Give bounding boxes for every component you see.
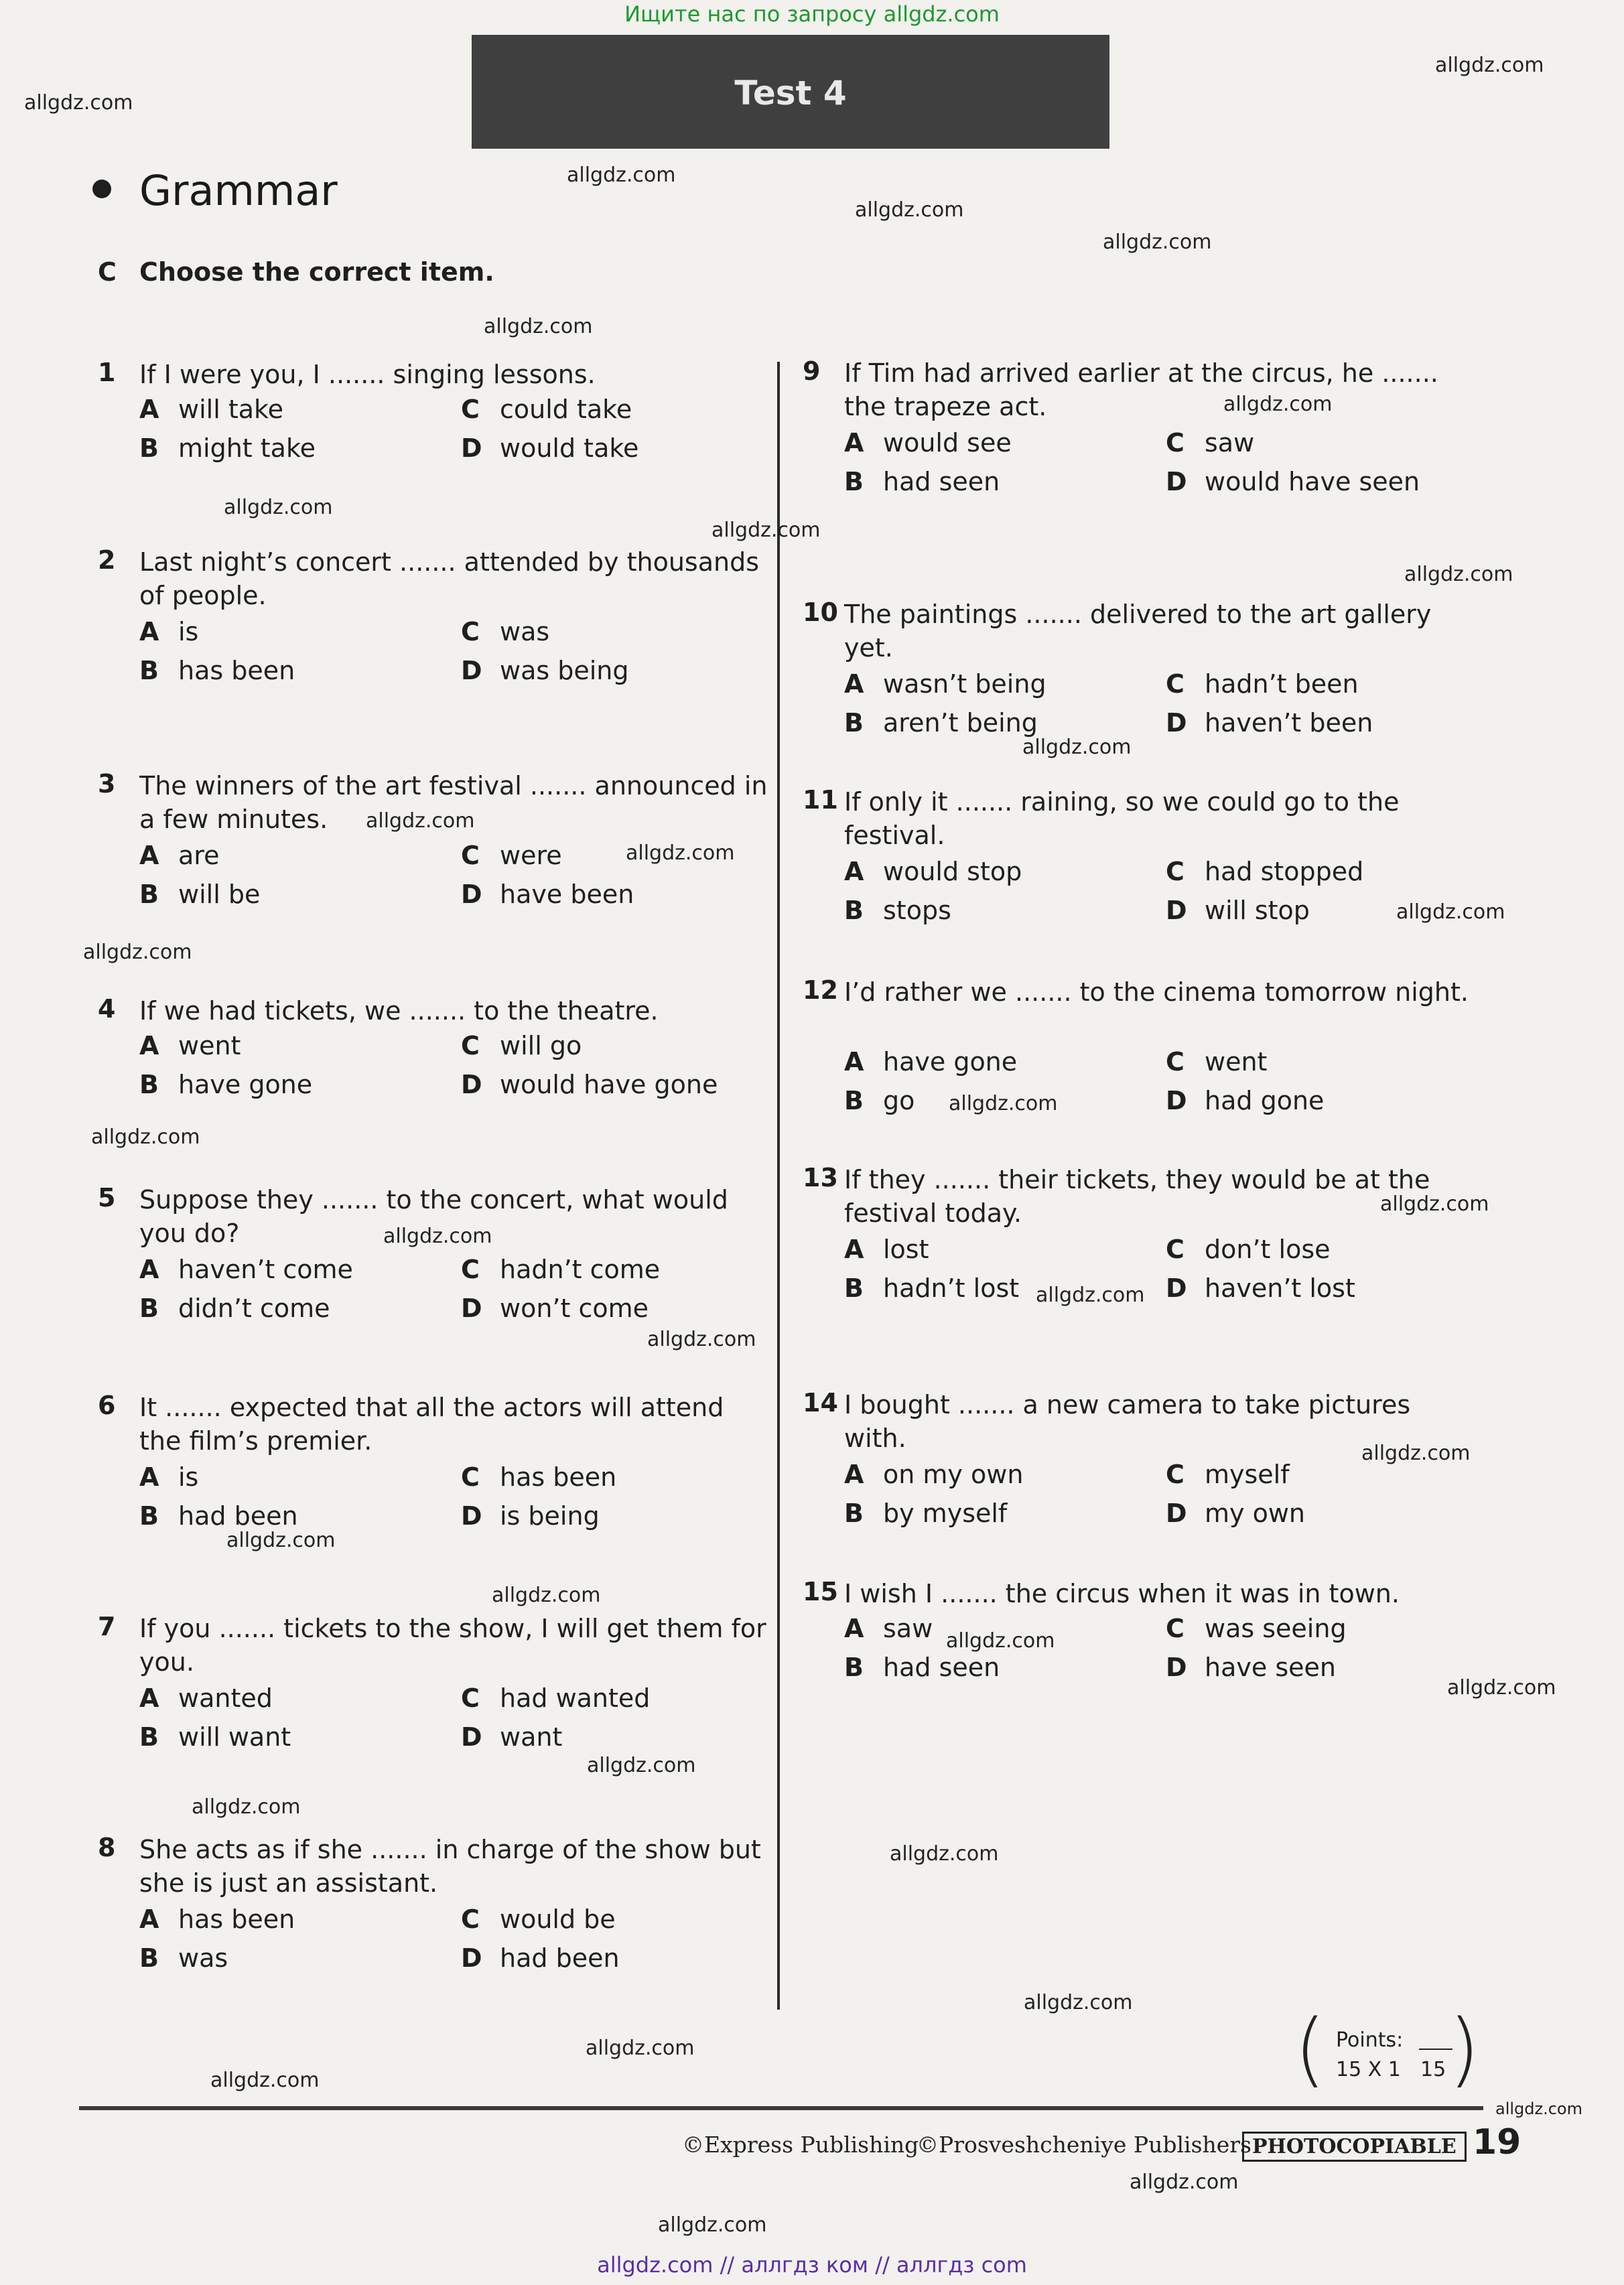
option-letter: C bbox=[1166, 669, 1185, 699]
option-text: wanted bbox=[178, 1683, 273, 1713]
question-number: 5 bbox=[98, 1183, 116, 1213]
option-letter: D bbox=[461, 1722, 482, 1752]
watermark-text: allgdz.com bbox=[712, 518, 821, 542]
watermark-text: allgdz.com bbox=[647, 1328, 756, 1351]
watermark-text: allgdz.com bbox=[1380, 1192, 1489, 1216]
watermark-text: allgdz.com bbox=[224, 496, 333, 519]
option-text: aren’t being bbox=[883, 708, 1038, 738]
option-text: could take bbox=[500, 395, 632, 424]
option-text: had wanted bbox=[500, 1683, 651, 1713]
option-letter: A bbox=[844, 1460, 864, 1489]
option-b[interactable] bbox=[139, 875, 454, 914]
option-b[interactable] bbox=[844, 891, 1159, 930]
option-text: would be bbox=[500, 1905, 616, 1934]
question-number: 7 bbox=[98, 1612, 116, 1641]
option-d[interactable] bbox=[461, 875, 776, 914]
section-title: Grammar bbox=[139, 166, 338, 215]
footer-rule bbox=[79, 2106, 1483, 2110]
watermark-text: allgdz.com bbox=[192, 1795, 301, 1819]
question-text: The paintings ....... delivered to the art gallery yet. bbox=[844, 600, 1432, 663]
points-formula: 15 X 1 bbox=[1336, 2058, 1401, 2081]
option-letter: B bbox=[844, 708, 864, 738]
option-letter: C bbox=[461, 1255, 480, 1284]
points-label: Points: bbox=[1336, 2028, 1404, 2052]
question-text: I bought ....... a new camera to take pictures with. bbox=[844, 1390, 1411, 1453]
option-text: don’t lose bbox=[1205, 1235, 1331, 1264]
option-a[interactable] bbox=[139, 1250, 454, 1289]
watermark-text: allgdz.com bbox=[1223, 393, 1333, 416]
watermark-text: allgdz.com bbox=[567, 163, 676, 187]
watermark-text: allgdz.com bbox=[1495, 2099, 1582, 2118]
watermark-text: allgdz.com bbox=[83, 941, 192, 964]
option-text: is bbox=[178, 617, 199, 646]
option-letter: C bbox=[461, 617, 480, 646]
option-text: would take bbox=[500, 433, 639, 463]
option-d[interactable] bbox=[1166, 1494, 1481, 1533]
question-text: If they ....... their tickets, they would be at the festival today. bbox=[844, 1165, 1430, 1228]
option-c[interactable] bbox=[461, 612, 776, 651]
option-letter: D bbox=[1166, 1273, 1187, 1303]
option-b[interactable] bbox=[139, 429, 454, 468]
question-number: 3 bbox=[98, 769, 116, 799]
watermark-text: allgdz.com bbox=[949, 1092, 1058, 1115]
option-letter: A bbox=[139, 841, 159, 870]
publisher-prosveshcheniye: ©Prosveshcheniye Publishers bbox=[917, 2132, 1251, 2158]
option-text: were bbox=[500, 841, 562, 870]
option-text: will be bbox=[178, 880, 261, 909]
option-letter: C bbox=[1166, 1460, 1185, 1489]
option-text: would have seen bbox=[1205, 467, 1420, 496]
option-letter: C bbox=[1166, 428, 1185, 458]
watermark-text: allgdz.com bbox=[890, 1842, 999, 1866]
watermark-text: allgdz.com bbox=[658, 2213, 767, 2237]
watermark-text: allgdz.com bbox=[1435, 54, 1544, 77]
option-c[interactable] bbox=[461, 390, 776, 429]
option-text: would see bbox=[883, 428, 1012, 458]
option-letter: B bbox=[844, 1273, 864, 1303]
option-d[interactable] bbox=[1166, 703, 1481, 742]
option-text: was bbox=[178, 1943, 228, 1973]
option-text: haven’t been bbox=[1205, 708, 1373, 738]
option-text: had gone bbox=[1205, 1086, 1325, 1115]
watermark-text: allgdz.com bbox=[1036, 1284, 1145, 1307]
watermark-text: allgdz.com bbox=[492, 1584, 601, 1607]
watermark-text: allgdz.com bbox=[366, 809, 475, 833]
option-text: had seen bbox=[883, 1653, 1000, 1682]
question-text: If we had tickets, we ....... to the theatre. bbox=[139, 996, 659, 1026]
points-score-blank[interactable] bbox=[1419, 2049, 1452, 2050]
question-number: 10 bbox=[803, 598, 838, 627]
watermark-text: allgdz.com bbox=[1361, 1442, 1471, 1465]
option-d[interactable] bbox=[461, 651, 776, 690]
option-letter: D bbox=[1166, 896, 1187, 925]
option-letter: D bbox=[1166, 1653, 1187, 1682]
question-number: 8 bbox=[98, 1833, 116, 1862]
option-a[interactable] bbox=[139, 1679, 454, 1718]
exercise-instruction: Choose the correct item. bbox=[139, 257, 494, 287]
question-number: 14 bbox=[803, 1388, 838, 1417]
option-letter: D bbox=[461, 656, 482, 685]
option-b[interactable] bbox=[844, 1494, 1159, 1533]
option-c[interactable] bbox=[1166, 1042, 1481, 1081]
option-text: went bbox=[1205, 1047, 1268, 1077]
option-c[interactable] bbox=[1166, 1609, 1481, 1648]
exercise-letter: C bbox=[98, 257, 117, 287]
option-text: on my own bbox=[883, 1460, 1024, 1489]
option-text: would have gone bbox=[500, 1070, 718, 1099]
option-text: didn’t come bbox=[178, 1294, 330, 1323]
option-a[interactable] bbox=[139, 390, 454, 429]
option-text: had been bbox=[178, 1501, 298, 1531]
option-text: will go bbox=[500, 1031, 582, 1060]
bullet-icon bbox=[92, 180, 111, 198]
question-text: It ....... expected that all the actors will attend the film’s premier. bbox=[139, 1393, 724, 1456]
option-text: hadn’t lost bbox=[883, 1273, 1020, 1303]
option-text: will stop bbox=[1205, 896, 1310, 925]
watermark-text: allgdz.com bbox=[946, 1629, 1055, 1653]
option-text: go bbox=[883, 1086, 915, 1115]
watermark-text: allgdz.com bbox=[1022, 736, 1132, 759]
watermark-text: allgdz.com bbox=[1404, 563, 1513, 586]
points-total: 15 bbox=[1420, 2058, 1446, 2081]
option-letter: D bbox=[1166, 1086, 1187, 1115]
option-d[interactable] bbox=[461, 429, 776, 468]
option-letter: B bbox=[139, 433, 159, 463]
option-letter: C bbox=[1166, 1047, 1185, 1077]
question-text: I’d rather we ....... to the cinema tomorrow night. bbox=[844, 977, 1469, 1007]
option-letter: B bbox=[844, 896, 864, 925]
option-text: lost bbox=[883, 1235, 929, 1264]
option-letter: B bbox=[844, 1499, 864, 1528]
option-text: stops bbox=[883, 896, 951, 925]
option-letter: B bbox=[139, 1294, 159, 1323]
option-d[interactable] bbox=[1166, 1081, 1481, 1120]
question-number: 1 bbox=[98, 358, 116, 387]
question-text: I wish I ....... the circus when it was in town. bbox=[844, 1579, 1400, 1608]
question-text: Last night’s concert ....... attended by thousands of people. bbox=[139, 547, 760, 610]
option-text: had seen bbox=[883, 467, 1000, 496]
option-a[interactable] bbox=[844, 1455, 1159, 1494]
option-text: was seeing bbox=[1205, 1614, 1347, 1643]
option-letter: B bbox=[139, 1070, 159, 1099]
option-d[interactable] bbox=[461, 1718, 776, 1756]
option-text: haven’t lost bbox=[1205, 1273, 1355, 1303]
option-letter: C bbox=[461, 395, 480, 424]
option-letter: A bbox=[844, 1047, 864, 1077]
option-a[interactable] bbox=[139, 1458, 454, 1497]
option-letter: A bbox=[139, 617, 159, 646]
option-c[interactable] bbox=[1166, 852, 1481, 891]
test-header-bar bbox=[472, 35, 1109, 149]
question-text: If only it ....... raining, so we could go to the festival. bbox=[844, 787, 1400, 850]
question-number: 6 bbox=[98, 1391, 116, 1420]
option-letter: A bbox=[844, 857, 864, 886]
question-text: Suppose they ....... to the concert, what would you do? bbox=[139, 1185, 728, 1248]
option-d[interactable] bbox=[461, 1939, 776, 1978]
option-letter: A bbox=[139, 1905, 159, 1934]
option-letter: D bbox=[1166, 467, 1187, 496]
option-a[interactable] bbox=[844, 852, 1159, 891]
option-letter: B bbox=[844, 467, 864, 496]
option-b[interactable] bbox=[139, 1065, 454, 1104]
option-letter: A bbox=[844, 1614, 864, 1643]
option-letter: D bbox=[461, 433, 482, 463]
option-b[interactable] bbox=[139, 1718, 454, 1756]
test-title: Test 4 bbox=[734, 74, 847, 113]
photocopiable-badge: PHOTOCOPIABLE bbox=[1242, 2132, 1467, 2162]
option-text: has been bbox=[500, 1462, 617, 1492]
question-number: 9 bbox=[803, 356, 821, 386]
option-text: had stopped bbox=[1205, 857, 1364, 886]
option-c[interactable] bbox=[461, 1458, 776, 1497]
option-text: went bbox=[178, 1031, 241, 1060]
question-number: 12 bbox=[803, 975, 838, 1005]
question-number: 11 bbox=[803, 785, 838, 815]
option-text: might take bbox=[178, 433, 316, 463]
option-text: is bbox=[178, 1462, 199, 1492]
option-text: have gone bbox=[883, 1047, 1018, 1077]
watermark-text: allgdz.com bbox=[226, 1529, 336, 1552]
option-letter: B bbox=[139, 880, 159, 909]
option-c[interactable] bbox=[1166, 423, 1481, 462]
bottom-banner-link[interactable]: allgdz.com // аллгдз ком // аллгдз com bbox=[597, 2252, 1027, 2278]
option-letter: D bbox=[461, 1070, 482, 1099]
option-c[interactable] bbox=[461, 1026, 776, 1065]
option-letter: D bbox=[1166, 1499, 1187, 1528]
watermark-text: allgdz.com bbox=[91, 1125, 200, 1149]
option-text: have gone bbox=[178, 1070, 313, 1099]
option-a[interactable] bbox=[844, 665, 1159, 703]
question-number: 15 bbox=[803, 1577, 838, 1606]
option-letter: A bbox=[844, 428, 864, 458]
option-b[interactable] bbox=[844, 462, 1159, 501]
option-letter: A bbox=[844, 1235, 864, 1264]
question-text: If you ....... tickets to the show, I will get them for you. bbox=[139, 1614, 766, 1677]
option-letter: C bbox=[461, 1462, 480, 1492]
option-text: was being bbox=[500, 656, 629, 685]
option-text: saw bbox=[1205, 428, 1255, 458]
watermark-text: allgdz.com bbox=[210, 2069, 320, 2092]
top-banner-link[interactable]: Ищите нас по запросу allgdz.com bbox=[624, 1, 1000, 27]
option-c[interactable] bbox=[461, 1900, 776, 1939]
option-text: myself bbox=[1205, 1460, 1290, 1489]
watermark-text: allgdz.com bbox=[1024, 1991, 1133, 2014]
column-divider bbox=[777, 362, 780, 2010]
option-text: haven’t come bbox=[178, 1255, 353, 1284]
option-text: hadn’t come bbox=[500, 1255, 661, 1284]
option-a[interactable] bbox=[139, 1026, 454, 1065]
question-number: 2 bbox=[98, 545, 116, 575]
question-text: If Tim had arrived earlier at the circus, he ....... the trapeze act. bbox=[844, 358, 1438, 421]
option-c[interactable] bbox=[1166, 1230, 1481, 1269]
option-letter: C bbox=[461, 841, 480, 870]
option-letter: B bbox=[844, 1653, 864, 1682]
question-text: She acts as if she ....... in charge of the show but she is just an assistant. bbox=[139, 1835, 761, 1898]
option-d[interactable] bbox=[1166, 1269, 1481, 1308]
question-number: 13 bbox=[803, 1163, 838, 1192]
watermark-text: allgdz.com bbox=[1130, 2170, 1239, 2194]
option-letter: B bbox=[139, 1943, 159, 1973]
option-letter: A bbox=[139, 1255, 159, 1284]
option-a[interactable] bbox=[844, 1230, 1159, 1269]
option-letter: B bbox=[139, 1501, 159, 1531]
option-letter: C bbox=[1166, 1614, 1185, 1643]
option-text: saw bbox=[883, 1614, 933, 1643]
page-number: 19 bbox=[1473, 2122, 1521, 2162]
option-d[interactable] bbox=[1166, 462, 1481, 501]
option-letter: D bbox=[461, 880, 482, 909]
option-text: will want bbox=[178, 1722, 291, 1752]
option-text: my own bbox=[1205, 1499, 1305, 1528]
option-d[interactable] bbox=[1166, 1648, 1481, 1687]
option-text: are bbox=[178, 841, 220, 870]
option-text: will take bbox=[178, 395, 284, 424]
watermark-text: allgdz.com bbox=[24, 91, 133, 115]
option-letter: D bbox=[461, 1294, 482, 1323]
option-a[interactable] bbox=[844, 1042, 1159, 1081]
option-text: has been bbox=[178, 1905, 295, 1934]
option-letter: C bbox=[1166, 1235, 1185, 1264]
watermark-text: allgdz.com bbox=[383, 1225, 492, 1248]
option-letter: C bbox=[461, 1683, 480, 1713]
left-paren: ( bbox=[1294, 2003, 1326, 2096]
option-letter: A bbox=[844, 669, 864, 699]
option-b[interactable] bbox=[139, 1939, 454, 1978]
watermark-text: allgdz.com bbox=[626, 841, 735, 865]
option-letter: C bbox=[461, 1905, 480, 1934]
option-letter: A bbox=[139, 395, 159, 424]
watermark-text: allgdz.com bbox=[484, 315, 593, 338]
option-text: have been bbox=[500, 880, 634, 909]
option-letter: D bbox=[1166, 708, 1187, 738]
option-letter: D bbox=[461, 1943, 482, 1973]
option-letter: D bbox=[461, 1501, 482, 1531]
watermark-text: allgdz.com bbox=[1396, 900, 1505, 924]
option-letter: A bbox=[139, 1462, 159, 1492]
option-letter: A bbox=[139, 1031, 159, 1060]
option-c[interactable] bbox=[461, 1250, 776, 1289]
option-a[interactable] bbox=[844, 423, 1159, 462]
option-text: hadn’t been bbox=[1205, 669, 1359, 699]
watermark-text: allgdz.com bbox=[1103, 230, 1212, 254]
option-a[interactable] bbox=[139, 836, 454, 875]
option-text: is being bbox=[500, 1501, 600, 1531]
option-c[interactable] bbox=[1166, 665, 1481, 703]
option-letter: C bbox=[461, 1031, 480, 1060]
option-c[interactable] bbox=[461, 1679, 776, 1718]
option-text: would stop bbox=[883, 857, 1022, 886]
watermark-text: allgdz.com bbox=[586, 2036, 695, 2060]
publisher-express: ©Express Publishing bbox=[682, 2132, 919, 2158]
question-number: 4 bbox=[98, 994, 116, 1024]
watermark-text: allgdz.com bbox=[587, 1754, 696, 1777]
option-letter: B bbox=[844, 1086, 864, 1115]
watermark-text: allgdz.com bbox=[1447, 1676, 1556, 1700]
option-a[interactable] bbox=[139, 1900, 454, 1939]
option-text: was bbox=[500, 617, 550, 646]
option-d[interactable] bbox=[461, 1065, 776, 1104]
option-a[interactable] bbox=[139, 612, 454, 651]
question-text: If I were you, I ....... singing lessons. bbox=[139, 360, 596, 389]
option-b[interactable] bbox=[139, 651, 454, 690]
option-b[interactable] bbox=[139, 1289, 454, 1328]
option-text: have seen bbox=[1205, 1653, 1336, 1682]
option-text: wasn’t being bbox=[883, 669, 1046, 699]
right-paren: ) bbox=[1448, 2003, 1480, 2096]
option-text: want bbox=[500, 1722, 563, 1752]
option-text: by myself bbox=[883, 1499, 1008, 1528]
option-d[interactable] bbox=[461, 1289, 776, 1328]
option-text: had been bbox=[500, 1943, 620, 1973]
option-letter: C bbox=[1166, 857, 1185, 886]
question-text: The winners of the art festival ....... announced in a few minutes. bbox=[139, 771, 768, 834]
points-box bbox=[1294, 2003, 1480, 2096]
option-text: won’t come bbox=[500, 1294, 649, 1323]
option-letter: B bbox=[139, 1722, 159, 1752]
option-letter: A bbox=[139, 1683, 159, 1713]
option-d[interactable] bbox=[461, 1497, 776, 1535]
watermark-text: allgdz.com bbox=[855, 198, 964, 222]
option-letter: B bbox=[139, 656, 159, 685]
option-b[interactable] bbox=[844, 1648, 1159, 1687]
option-text: has been bbox=[178, 656, 295, 685]
